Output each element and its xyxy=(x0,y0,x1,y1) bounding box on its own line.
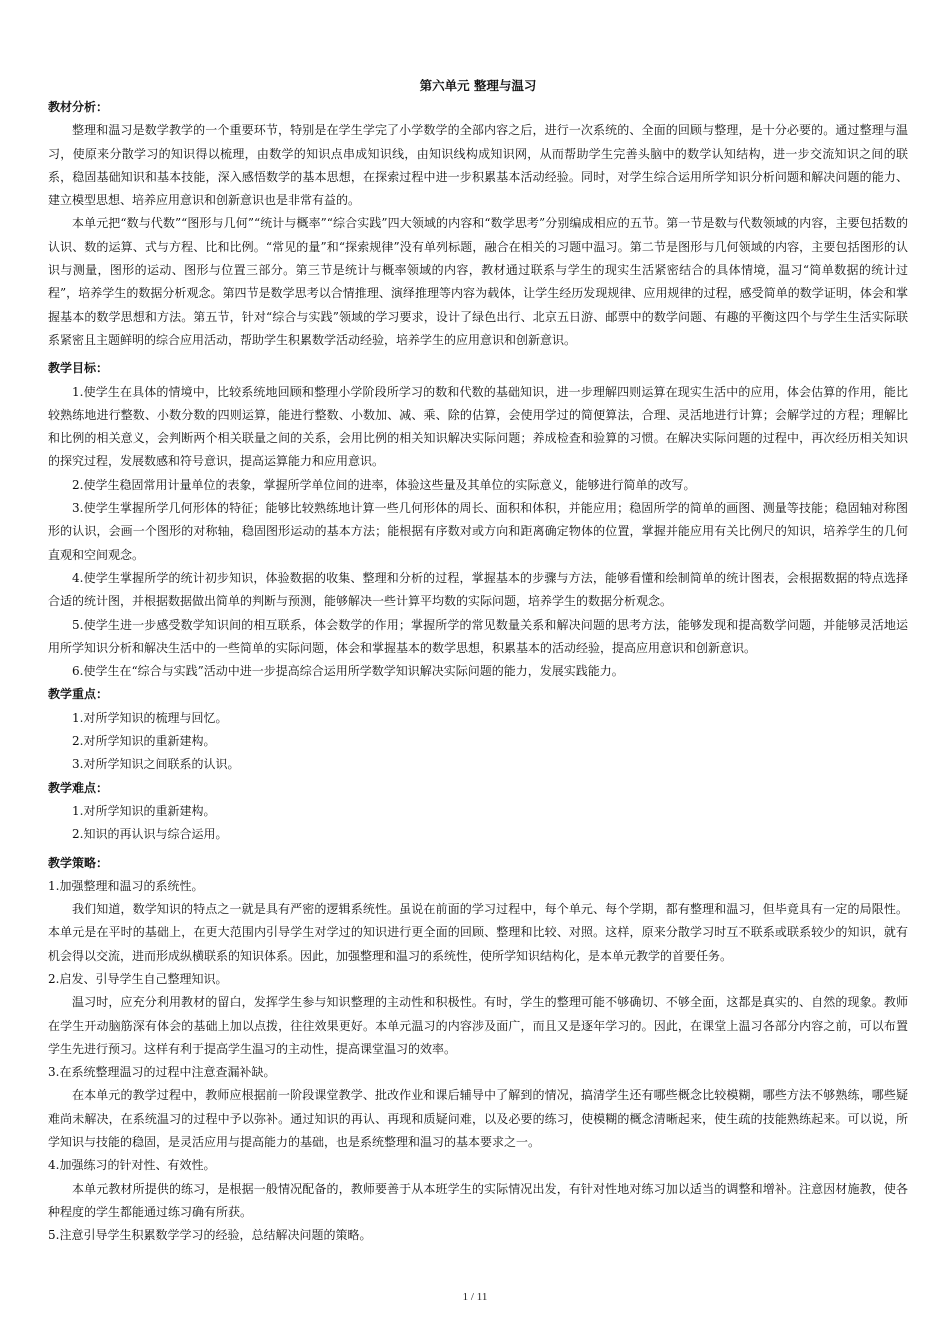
keypoint-item: 1.对所学知识的梳理与回忆。 xyxy=(72,710,228,725)
keypoint-item: 2.对所学知识的重新建构。 xyxy=(72,734,216,749)
strategy-title: 1.加强整理和温习的系统性。 xyxy=(48,878,204,893)
goal-item: 4.使学生掌握所学的统计初步知识，体验数据的收集、整理和分析的过程，掌握基本的步骤与方法，能够看懂和绘制简单的统计图表，会根据数据的特点选择合适的统计图，并根据数据做出简单的判断与预测，能够解决一些计算平均数的实际问题，培养学生的数据分析观念。 xyxy=(48,570,908,609)
goal-item: 2.使学生稳固常用计量单位的表象，掌握所学单位间的进率，体验这些量及其单位的实际意义，能够进行简单的改写。 xyxy=(72,477,696,492)
strategy-body: 本单元教材所提供的练习，是根据一般情况配备的，教师要善于从本班学生的实际情况出发，有针对性地对练习加以适当的调整和增补。注意因材施教，使各种程度的学生都能通过练习确有所获。 xyxy=(48,1181,908,1219)
strategy-body: 我们知道，数学知识的特点之一就是具有严密的逻辑系统性。虽说在前面的学习过程中，每个单元、每个学期，都有整理和温习，但毕竟具有一定的局限性。本单元是在平时的基础上，在更大范围内引导学生对学过的知识进行更全面的回顾、整理和比较、对照。这样，原来分散学习时互不联系或联系较少的知识，就有机会得以交流，进而形成纵横联系的知识体系。因此，加强整理和温习的系统性，使所学知识结构化，是本单元教学的首要任务。 xyxy=(48,902,908,963)
strategy-body: 在本单元的教学过程中，教师应根据前一阶段课堂教学、批改作业和课后辅导中了解到的情况，搞清学生还有哪些概念比较模糊，哪些方法不够熟练，哪些疑难尚未解决，在系统温习的过程中予以弥补。通过知识的再认、再现和质疑问难，以及必要的练习，使模糊的概念清晰起来，使生疏的技能熟练起来。可以说，所学知识与技能的稳固，是灵活应用与提高能力的基础，也是系统整理和温习的基本要求之一。 xyxy=(48,1088,908,1150)
strategy-title: 2.启发、引导学生自己整理知识。 xyxy=(48,971,228,986)
analysis-paragraph: 本单元把“数与代数”“图形与几何”“统计与概率”“综合实践”四大领域的内容和“数学思考”分别编成相应的五节。第一节是数与代数领域的内容，主要包括数的认识、数的运算、式与方程、比和比例。“常见的量”和“探索规律”没有单列标题，融合在相关的习题中温习。第二节是图形与几何领域的内容，主要包括图形的认识与测量，图形的运动、图形与位置三部分。第三节是统计与概率领域的内容，教材通过联系与学生的现实生活紧密结合的具体情境，温习“简单数据的统计过程”，培养学生的数据分析观念。第四节是数学思考以合情推理、演绎推理等内容为载体，让学生经历发现规律、应用规律的过程，感受简单的数学证明，体会和掌握基本的数学思想和方法。第五节，针对“综合与实践”领域的学习要求，设计了绿色出行、北京五日游、邮票中的数学问题、有趣的平衡这四个与学生生活实际联系紧密且主题鲜明的综合应用活动，帮助学生积累数学活动经验，培养学生的应用意识和创新意识。 xyxy=(48,216,908,347)
difficulties-heading: 教学难点： xyxy=(48,780,109,795)
goal-item: 5.使学生进一步感受数学知识间的相互联系，体会数学的作用；掌握所学的常见数量关系和解决问题的思考方法，能够发现和提高数学问题，并能够灵活地运用所学知识分析和解决生活中的一些简单的实际问题，体会和掌握基本的数学思想，积累基本的活动经验，提高应用意识和创新意识。 xyxy=(48,617,908,655)
analysis-heading: 教材分析： xyxy=(48,100,109,114)
goal-item: 1.使学生在具体的情境中，比较系统地回顾和整理小学阶段所学习的数和代数的基础知识，进一步理解四则运算在现实生活中的应用，体会估算的作用，能比较熟练地进行整数、小数分数的四则运算，能进行整数、小数加、减、乘、除的估算，会使用学过的简便算法，合理、灵活地进行计算；会解学过的方程；理解比和比例的相关意义，会判断两个相关联量之间的关系，会用比例的相关知识解决实际问题；养成检查和验算的习惯。在解决实际问题的过程中，再次经历相关知识的探究过程，发展数感和符号意识，提高运算能力和应用意识。 xyxy=(48,384,908,469)
goal-item: 3.使学生掌握所学几何形体的特征；能够比较熟练地计算一些几何形体的周长、面积和体积，并能应用；稳固所学的简单的画图、测量等技能；稳固轴对称图形的认识，会画一个图形的对称轴，稳固图形运动的基本方法；能根据有序数对或方向和距离确定物体的位置，掌握并能应用有关比例尺的知识，培养学生的几何直观和空间观念。 xyxy=(48,501,908,562)
analysis-paragraph: 整理和温习是数学教学的一个重要环节，特别是在学生学完了小学数学的全部内容之后，进行一次系统的、全面的回顾与整理，是十分必要的。通过整理与温习，使原来分散学习的知识得以梳理，由数学的知识点串成知识线，由知识线构成知识网，从而帮助学生完善头脑中的数学认知结构，进一步交流知识之间的联系，稳固基础知识和基本技能，深入感悟数学的基本思想，在探索过程中进一步积累基本活动经验。同时，对学生综合运用所学知识分析问题和解决问题的能力、建立模型思想、培养应用意识和创新意识也是非常有益的。 xyxy=(48,123,908,208)
keypoint-item: 3.对所学知识之间联系的认识。 xyxy=(72,757,240,772)
keypoints-heading: 教学重点： xyxy=(48,687,109,702)
difficulty-item: 2.知识的再认识与综合运用。 xyxy=(72,827,228,842)
difficulty-item: 1.对所学知识的重新建构。 xyxy=(72,803,216,818)
strategies-heading: 教学策略： xyxy=(48,855,109,870)
page-title: 第六单元 整理与温习 xyxy=(419,78,537,93)
strategy-title: 4.加强练习的针对性、有效性。 xyxy=(48,1158,216,1173)
strategy-title: 5.注意引导学生积累数学学习的经验，总结解决问题的策略。 xyxy=(48,1228,372,1243)
strategy-body: 温习时，应充分利用教材的留白，发挥学生参与知识整理的主动性和积极性。有时，学生的整理可能不够确切、不够全面，这都是真实的、自然的现象。教师在学生开动脑筋深有体会的基础上加以点拨，往往效果更好。本单元温习的内容涉及面广，而且又是逐年学习的。因此，在课堂上温习各部分内容之前，可以布置学生先进行预习。这样有利于提高学生温习的主动性，提高课堂温习的效率。 xyxy=(48,995,908,1056)
strategy-title: 3.在系统整理温习的过程中注意查漏补缺。 xyxy=(48,1065,276,1080)
page-number: 1 / 11 xyxy=(462,1291,488,1303)
goals-heading: 教学目标： xyxy=(48,361,109,376)
goal-item: 6.使学生在“综合与实践”活动中进一步提高综合运用所学数学知识解决实际问题的能力，发展实践能力。 xyxy=(72,664,624,679)
document-page xyxy=(48,74,908,1248)
